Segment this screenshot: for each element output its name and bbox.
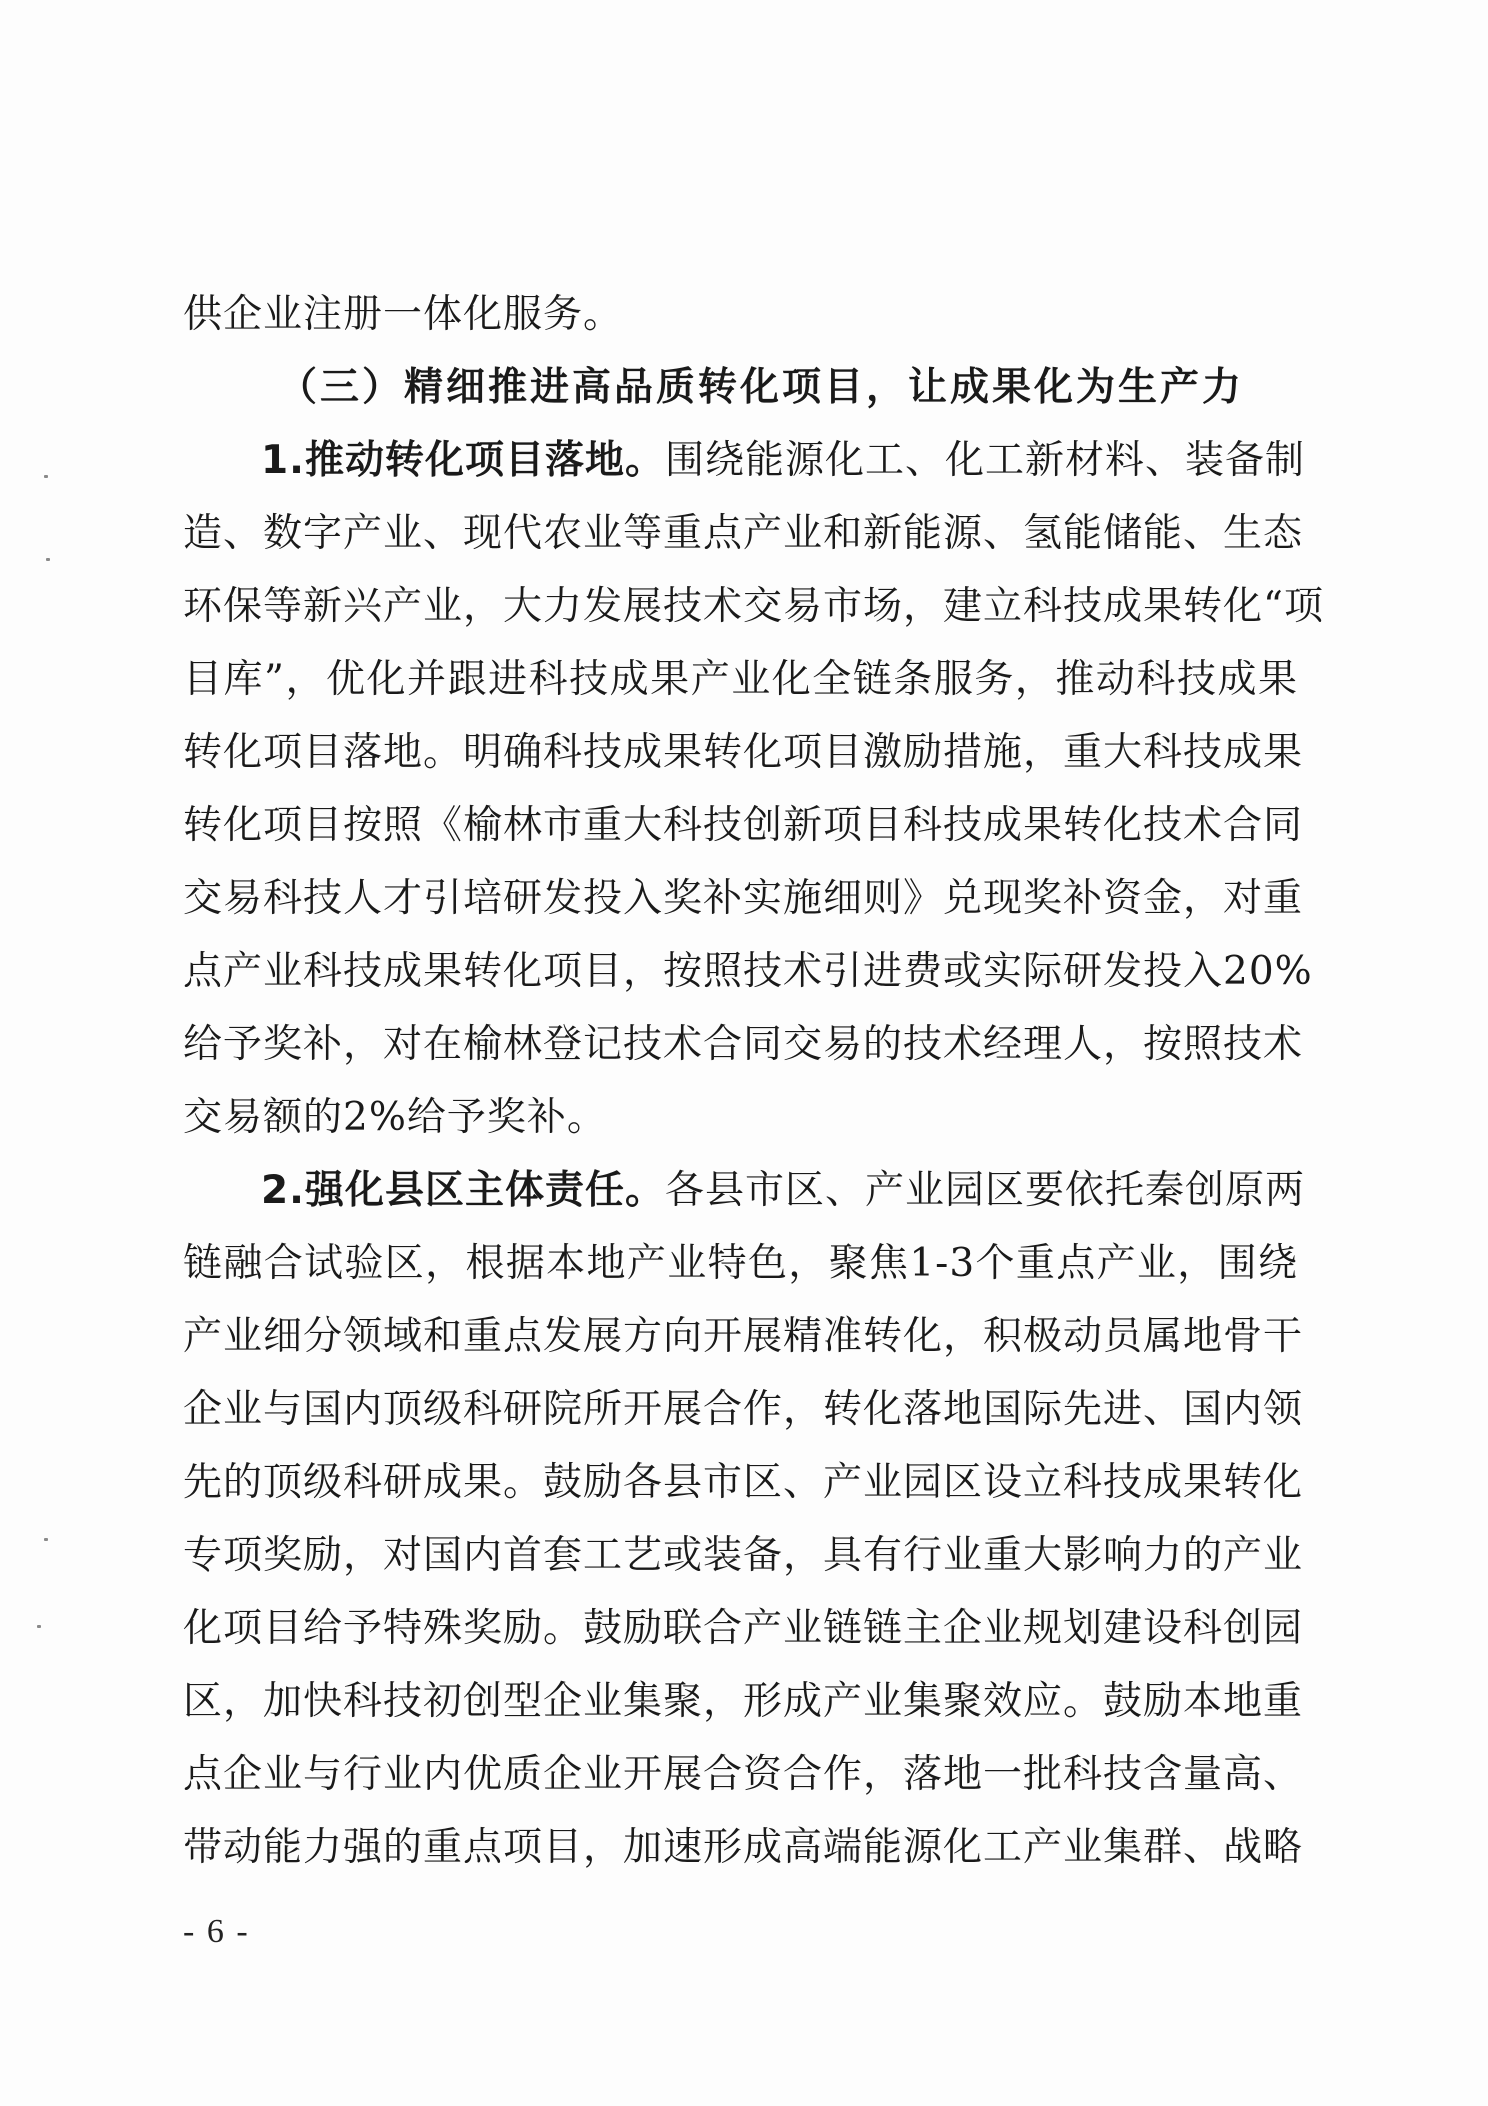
- scan-speck: [46, 558, 50, 561]
- paragraph-text: 各县市区、产业园区要依托秦创原两: [664, 1168, 1305, 1213]
- paragraph-line: 先的顶级科研成果。鼓励各县市区、产业园区设立科技成果转化: [183, 1460, 1304, 1505]
- paragraph-line: 点产业科技成果转化项目，按照技术引进费或实际研发投入20%: [183, 949, 1313, 994]
- paragraph-line: 环保等新兴产业，大力发展技术交易市场，建立科技成果转化“项: [183, 584, 1324, 629]
- item-heading: 1.推动转化项目落地。: [261, 438, 665, 483]
- page-number: - 6 -: [183, 1913, 250, 1950]
- paragraph-line: 给予奖补，对在榆林登记技术合同交易的技术经理人，按照技术: [183, 1022, 1304, 1067]
- paragraph-line: 带动能力强的重点项目，加速形成高端能源化工产业集群、战略: [183, 1825, 1304, 1870]
- paragraph-text: 围绕能源化工、化工新材料、装备制: [664, 438, 1305, 483]
- paragraph-line: [183, 424, 1305, 497]
- paragraph-line: 转化项目按照《榆林市重大科技创新项目科技成果转化技术合同: [183, 803, 1304, 848]
- paragraph-line: 区，加快科技初创型企业集聚，形成产业集聚效应。鼓励本地重: [183, 1679, 1304, 1724]
- paragraph-line: 化项目给予特殊奖励。鼓励联合产业链链主企业规划建设科创园: [183, 1606, 1304, 1651]
- paragraph-line: 链融合试验区，根据本地产业特色，聚焦1-3个重点产业，围绕: [183, 1241, 1298, 1286]
- paragraph-line: 交易额的2%给予奖补。: [183, 1095, 607, 1140]
- paragraph-line: 转化项目落地。明确科技成果转化项目激励措施，重大科技成果: [183, 730, 1304, 775]
- paragraph-line: 目库”，优化并跟进科技成果产业化全链条服务，推动科技成果: [183, 657, 1298, 702]
- scan-speck: [37, 1625, 41, 1628]
- section-heading: （三）精细推进高品质转化项目，让成果化为生产力: [278, 365, 1245, 410]
- item-heading: 2.强化县区主体责任。: [261, 1168, 665, 1213]
- paragraph-line: [183, 1154, 1305, 1227]
- paragraph-line: 交易科技人才引培研发投入奖补实施细则》兑现奖补资金，对重: [183, 876, 1304, 921]
- body-text: [183, 278, 1324, 1884]
- scan-speck: [44, 475, 48, 478]
- paragraph-line: 供企业注册一体化服务。: [183, 292, 624, 337]
- paragraph-line: 产业细分领域和重点发展方向开展精准转化，积极动员属地骨干: [183, 1314, 1304, 1359]
- paragraph-line: 专项奖励，对国内首套工艺或装备，具有行业重大影响力的产业: [183, 1533, 1304, 1578]
- paragraph-line: 造、数字产业、现代农业等重点产业和新能源、氢能储能、生态: [183, 511, 1304, 556]
- paragraph-line: 企业与国内顶级科研院所开展合作，转化落地国际先进、国内领: [183, 1387, 1304, 1432]
- scan-speck: [44, 1538, 48, 1541]
- paragraph-line: 点企业与行业内优质企业开展合资合作，落地一批科技含量高、: [183, 1752, 1304, 1797]
